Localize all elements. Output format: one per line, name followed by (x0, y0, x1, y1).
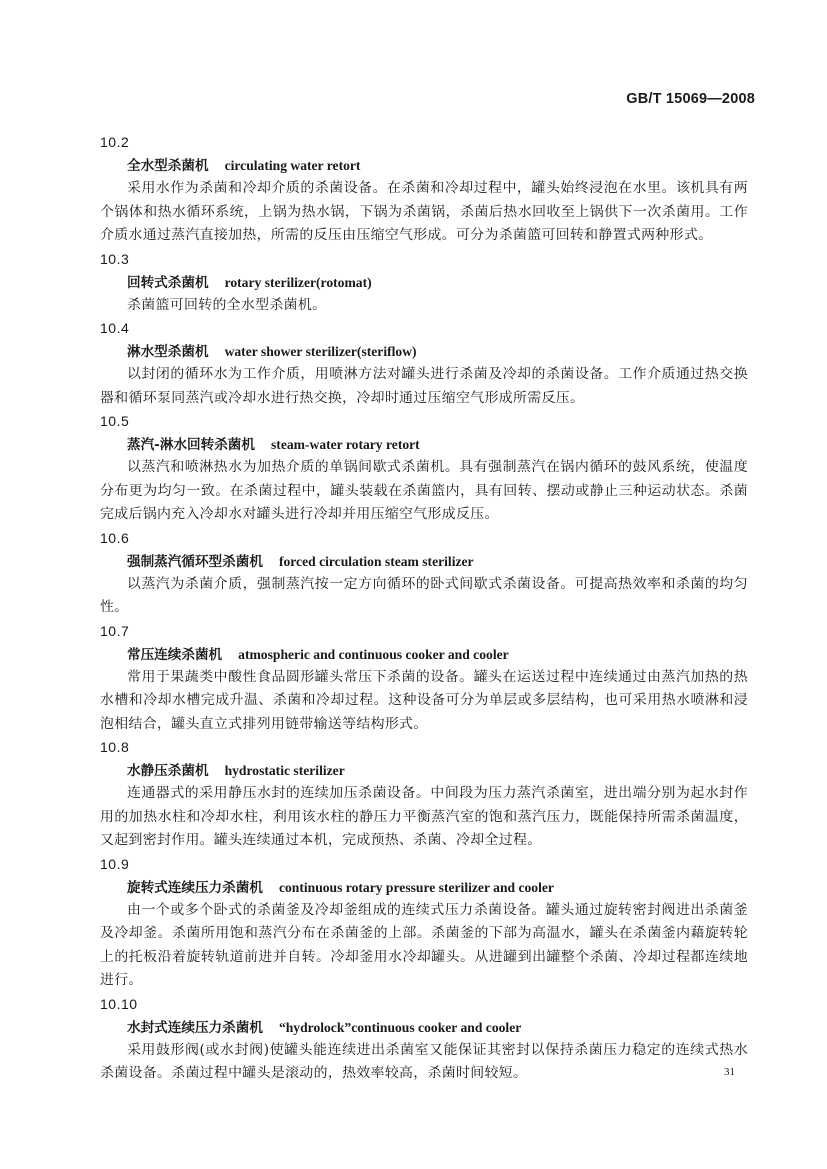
term-heading (100, 433, 748, 456)
term-heading (100, 550, 748, 573)
section-number: 10.8 (100, 739, 130, 755)
term-zh: 回转式杀菌机 (127, 274, 209, 291)
term-definition: 由一个或多个卧式的杀菌釜及冷却釜组成的连续式压力杀菌设备。罐头通过旋转密封阀进出杀菌釜及冷却釜。杀菌所用饱和蒸汽分布在杀菌釜的上部。杀菌釜的下部为高温水，罐头在杀菌釜内藉旋转轮上的托板沿着旋转轨道前进并自转。冷却釜用水冷却罐头。从进罐到出罐整个杀菌、冷却过程都连续地进行。 (100, 901, 748, 988)
section-10-2 (100, 131, 748, 248)
term-heading (100, 876, 748, 899)
term-en: circulating water retort (224, 158, 361, 173)
section-number: 10.5 (100, 413, 130, 429)
term-zh: 水封式连续压力杀菌机 (127, 1019, 263, 1036)
standard-code-header: GB/T 15069—2008 (626, 91, 755, 107)
section-number: 10.7 (100, 622, 130, 639)
term-en: “hydrolock”continuous cooker and cooler (278, 1019, 522, 1035)
term-zh: 强制蒸汽循环型杀菌机 (127, 553, 263, 570)
section-10-8 (100, 736, 748, 853)
term-definition: 采用鼓形阀(或水封阀)使罐头能连续进出杀菌室又能保证其密封以保持杀菌压力稳定的连续式热水杀菌设备。杀菌过程中罐头是滚动的，热效率较高，杀菌时间较短。 (100, 1041, 748, 1081)
term-en: water shower sterilizer(steriflow) (224, 344, 417, 359)
term-zh: 淋水型杀菌机 (127, 344, 209, 360)
section-number: 10.9 (100, 855, 130, 872)
term-zh: 旋转式连续压力杀菌机 (127, 879, 263, 896)
term-en: rotary sterilizer(rotomat) (224, 274, 372, 290)
term-heading (100, 759, 748, 782)
section-10-9 (100, 853, 748, 993)
page-number: 31 (724, 1066, 735, 1078)
term-definition: 以封闭的循环水为工作介质，用喷淋方法对罐头进行杀菌及冷却的杀菌设备。工作介质通过热交换器和循环泵同蒸汽或冷却水进行热交换，冷却时通过压缩空气形成所需反压。 (100, 366, 748, 406)
term-definition: 以蒸汽为杀菌介质，强制蒸汽按一定方向循环的卧式间歇式杀菌设备。可提高热效率和杀菌的均匀性。 (100, 575, 748, 615)
term-zh: 全水型杀菌机 (127, 158, 209, 174)
term-definition: 杀菌篮可回转的全水型杀菌机。 (127, 296, 327, 313)
term-en: forced circulation steam sterilizer (278, 553, 474, 569)
term-en: continuous rotary pressure sterilizer and cooler (278, 879, 554, 895)
section-10-10 (100, 993, 748, 1086)
term-zh: 蒸汽-淋水回转杀菌机 (127, 437, 255, 453)
section-10-6 (100, 527, 748, 620)
section-10-3 (100, 248, 748, 318)
section-10-5 (100, 410, 748, 527)
section-10-7 (100, 620, 748, 737)
section-10-4 (100, 317, 748, 410)
section-number: 10.10 (100, 995, 138, 1012)
term-definition: 连通器式的采用静压水封的连续加压杀菌设备。中间段为压力蒸汽杀菌室，进出端分别为起水封作用的加热水柱和冷却水柱，利用该水柱的静压力平衡蒸汽室的饱和蒸汽压力，既能保持所需杀菌温度，又起到密封作用。罐头连续通过本机，完成预热、杀菌、冷却全过程。 (100, 785, 748, 848)
term-en: hydrostatic sterilizer (224, 763, 345, 778)
term-definition: 以蒸汽和喷淋热水为加热介质的单锅间歇式杀菌机。具有强制蒸汽在锅内循环的鼓风系统，使温度分布更为均匀一致。在杀菌过程中，罐头装载在杀菌篮内，具有回转、摆动或静止三种运动状态。杀菌完成后锅内充入冷却水对罐头进行冷却并用压缩空气形成反压。 (100, 459, 748, 522)
term-zh: 常压连续杀菌机 (127, 646, 223, 663)
term-heading (100, 154, 748, 177)
term-en: steam-water rotary retort (271, 437, 420, 452)
section-number: 10.3 (100, 250, 130, 267)
term-en: atmospheric and continuous cooker and cooler (238, 646, 509, 662)
document-body (100, 131, 748, 1086)
term-definition: 常用于果蔬类中酸性食品圆形罐头常压下杀菌的设备。罐头在运送过程中连续通过由蒸汽加热的热水槽和冷却水槽完成升温、杀菌和冷却过程。这种设备可分为单层或多层结构，也可采用热水喷淋和浸泡相结合，罐头直立式排列用链带输送等结构形式。 (100, 668, 748, 732)
term-heading (100, 271, 748, 294)
term-heading (100, 340, 748, 363)
section-number: 10.2 (100, 134, 130, 150)
term-definition: 采用水作为杀菌和冷却介质的杀菌设备。在杀菌和冷却过程中，罐头始终浸泡在水里。该机具有两个锅体和热水循环系统，上锅为热水锅，下锅为杀菌锅，杀菌后热水回收至上锅供下一次杀菌用。工作介质水通过蒸汽直接加热，所需的反压由压缩空气形成。可分为杀菌篮可回转和静置式两种形式。 (100, 180, 748, 243)
section-number: 10.6 (100, 529, 130, 546)
term-zh: 水静压杀菌机 (127, 763, 209, 779)
term-heading (100, 1016, 748, 1039)
section-number: 10.4 (100, 320, 130, 336)
term-heading (100, 643, 748, 666)
